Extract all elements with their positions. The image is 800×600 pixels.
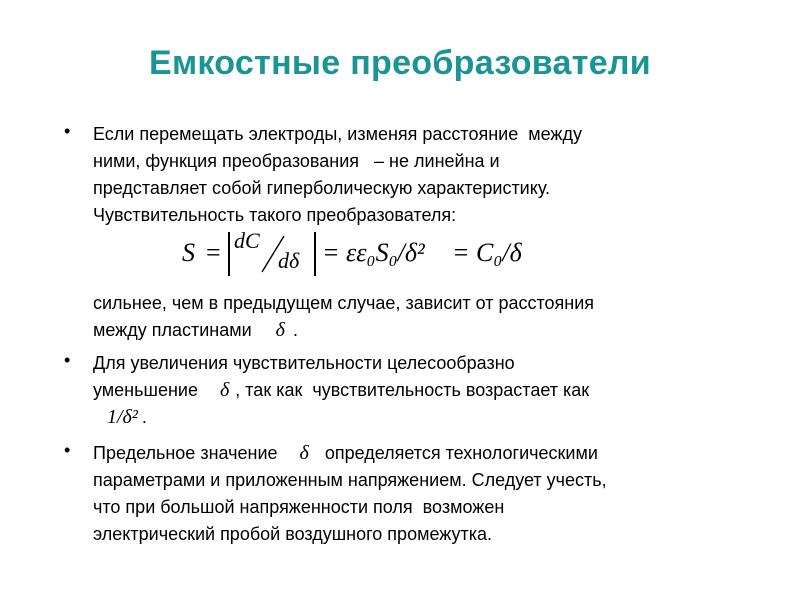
bullet-1-continuation	[93, 290, 743, 344]
formula-rhs-2: = C₀/δ	[452, 238, 522, 267]
bullet-marker: •	[64, 121, 71, 141]
slide-title: Емкостные преобразователи	[148, 44, 652, 82]
formula-rhs-1: = εε₀S₀/δ²	[322, 238, 425, 267]
bullet-3-line-1b: определяется технологическими	[324, 443, 598, 463]
bullet-2-line-1: Для увеличения чувствительности целесообразно	[93, 353, 515, 373]
bullet-2-period: .	[141, 407, 147, 427]
bullet-3-line-1a: Предельное значение	[93, 443, 278, 463]
inverse-delta-squared: 1/δ²	[107, 406, 138, 428]
formula-abs-numerator: dC	[234, 228, 260, 253]
bullet-3-line-1	[93, 440, 743, 467]
abs-bar-left	[228, 232, 230, 276]
continuation-line-1: сильнее, чем в предыдущем случае, зависит от расстояния	[93, 293, 595, 313]
bullet-2-line-2	[93, 377, 743, 404]
formula-lhs: S	[182, 238, 195, 267]
abs-bar-right	[314, 232, 316, 276]
bullet-marker: •	[64, 350, 71, 370]
bullet-2-line-3	[93, 404, 743, 431]
bullet-1-line-3: представляет собой гиперболическую характеристику.	[93, 178, 551, 198]
bullet-1-line-1: Если перемещать электроды, изменяя расстояние между	[93, 124, 582, 144]
bullet-2-line-2a: уменьшение	[93, 380, 198, 400]
bullet-2-line-2b: , так как чувствительность возрастает как	[235, 380, 590, 400]
bullet-3	[93, 440, 743, 548]
bullet-marker: •	[64, 440, 71, 460]
bullet-3-line-3: что при большой напряженности поля возможен	[93, 497, 505, 517]
delta-symbol: δ	[219, 379, 230, 401]
continuation-line-2-text: между пластинами	[93, 320, 252, 340]
bullet-1-line-4: Чувствительность такого преобразователя:	[93, 205, 457, 225]
bullet-2	[93, 350, 743, 431]
continuation-line-2	[93, 317, 743, 344]
continuation-period: .	[292, 320, 298, 340]
delta-symbol: δ	[275, 319, 285, 341]
bullet-3-line-4: электрический пробой воздушного промежутка.	[93, 524, 493, 544]
bullet-3-line-2: параметрами и приложенным напряжением. Следует учесть,	[93, 470, 607, 490]
bullet-1	[93, 121, 743, 229]
bullet-1-line-2: ними, функция преобразования – не линейна и	[93, 151, 500, 171]
formula-equals: =	[206, 238, 221, 267]
delta-symbol: δ	[299, 442, 309, 464]
formula-abs-denominator: dδ	[278, 248, 300, 273]
